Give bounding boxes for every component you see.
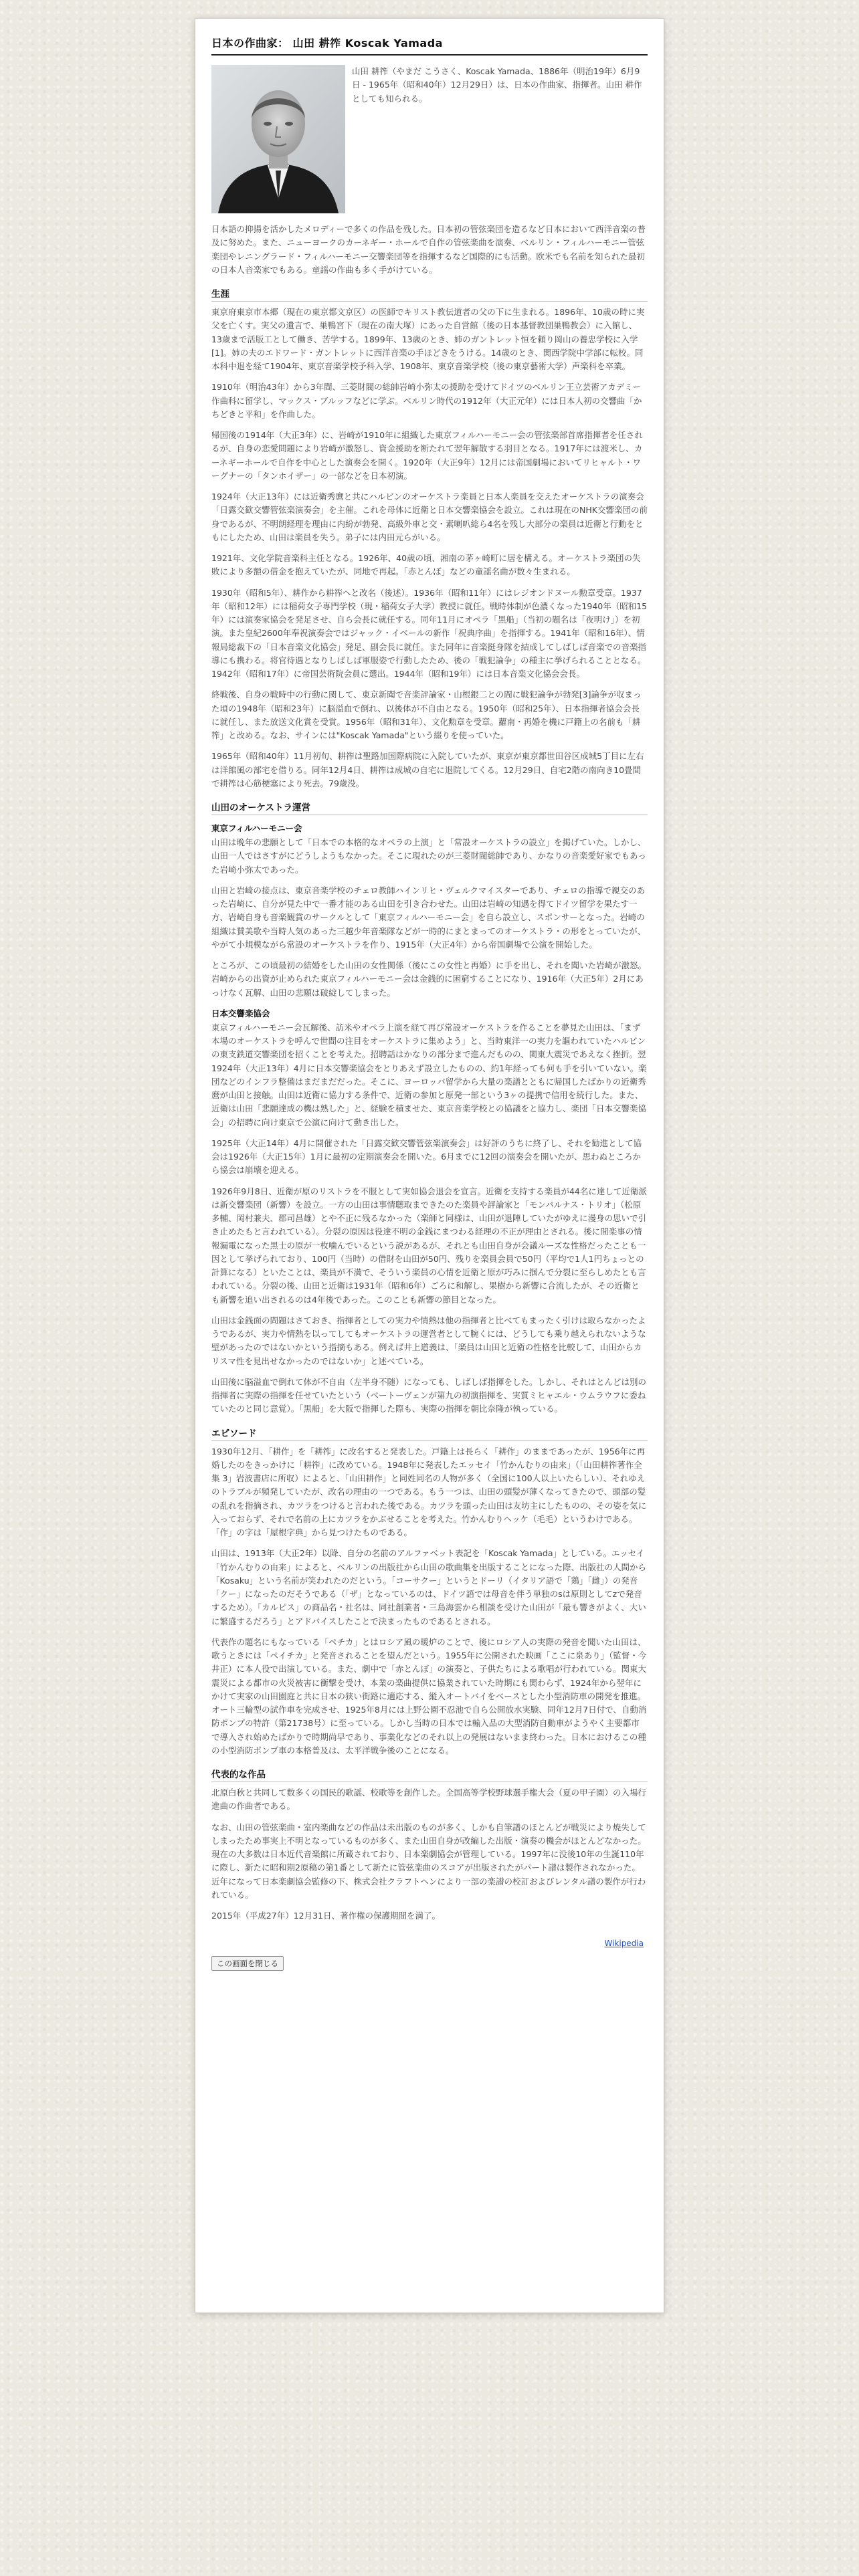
life-paragraph: 1965年（昭和40年）11月初旬、耕筰は聖路加国際病院に入院していたが、東京が東京都世田谷区成城5丁目に左右は洋館風の部宅を借りる。同年12月4日、耕筰は成城の自宅に退院してくる。12月29日、自宅2階の南向き10畳間で耕筰は心筋梗塞により死去。79歳没。 bbox=[211, 751, 644, 788]
works-paragraph: 2015年（平成27年）12月31日、著作権の保護期間を満了。 bbox=[211, 1911, 441, 1921]
life-paragraph: 1910年（明治43年）から3年間、三菱財閥の総帥岩崎小弥太の援助を受けてドイツのベルリン王立芸術アカデミー作曲科に留学し、マックス・ブルッフなどに学ぶ。ベルリン時代の1912年（大正元年）には日本人初の交響曲「かちどきと平和」を作曲した。 bbox=[211, 382, 642, 419]
section-heading-life: 生涯 bbox=[211, 286, 648, 302]
close-page-button[interactable]: この画面を閉じる bbox=[211, 1956, 284, 1971]
life-paragraph: 東京府東京市本郷（現在の東京都文京区）の医師でキリスト教伝道者の父の下に生まれる。1896年、10歳の時に実父を亡くす。実父の遺言で、巣鴨宮下（現在の南大塚）にあった自営館（後の日本基督教団巣鴨教会）に入館し、13歳まで活版工として働き、苦学する。1899年、13歳のとき、姉のガントレット恒を頼り岡山の養忠学校に入学[1]。姉の夫のエドワード・ガントレットに西洋音楽の手ほどきをうける。14歳のとき、関西学院中学部に転校。同本科中退を経て1904年、東京音楽学校予科入学、1908年、東京音楽学校（後の東京藝術大学）声楽科を卒業。 bbox=[211, 307, 645, 371]
orchestra-paragraph: 山田は晩年の悲願として「日本での本格的なオペラの上演」と「常設オーケストラの設立」を掲げていた。しかし、山田一人ではさすがにどうしようもなかった。そこに現れたのが三菱財閥総帥であり、かなりの音楽愛好家でもあった岩崎小弥太であった。 bbox=[211, 837, 646, 875]
episode-paragraph: 山田は、1913年（大正2年）以降、自分の名前のアルファベット表記を「Koscak Yamada」としている。エッセイ「竹かんむりの由来」によると、ベルリンの出版社から山田の歌曲集を出版することになった際、出版社の人間から「Kosaku」という名前が笑われたのだという。「コーサクー」というとドーリ（イタリア語で「鶏」「雌」）の発音「クー」になったのだそうである（「ザ」となっているのは、ドイツ語では母音を伴う単独のsは原則としてzで発音するため）。「カルピス」の商品名・社名は、同社創業者・三島海雲から相談を受けた山田が「最も響きがよく、大いに繁盛するだろう」とアドバイスしたことで決まったものであるとされる。 bbox=[211, 1548, 647, 1626]
intro-text: 山田 耕筰（やまだ こうさく、Koscak Yamada、1886年（明治19年）6月9日 - 1965年（昭和40年）12月29日）は、日本の作曲家、指揮者。山田 耕作としても知られる。 bbox=[352, 66, 642, 104]
footer bbox=[211, 1936, 648, 1969]
article-card bbox=[195, 19, 664, 2313]
orchestra-paragraph: 1926年9月8日、近衛が原のリストラを不服として実如協会退会を宣言。近衛を支持する楽員が44名に達して近衛派は新交響楽団（新響）を設立。一方の山田は事情聴取まできたのた楽員や評論家と「モンパルナス・トリオ」（松原多輔、岡村兼夫、郡司昌雄）とや不正に残るなかった（楽師と同様は、山田が退陣していたがゆえに漫身の思いで引き止めたもと言われている）。分裂の原因は役達不明の金銭にまつわる経理の不正が理由とされる。後に間楽事の情報漏電になった黒士の原が一枚噛んでいるという説があるが、それとも山田自身が会議ルーズな性格だったことも一因として挙げられており、100円（当時）の借財を山田が50円、残りを楽員会員で50円（平均で1人1円ちょっとの計算になる）といたことは、楽員が不満で、そういう楽員の心情を近衛と原が巧みに掴んで分裂に至らしめたとも言われている。分裂の後、山田と近衛は1931年（昭和6年）ごろに和解し、果樹から新響に合流したが、その近衛とも新響を追い出されるのは4年後であった。このことも新響の節目となった。 bbox=[211, 1186, 647, 1305]
episode-paragraph: 1930年12月、「耕作」を「耕筰」に改名すると発表した。戸籍上は長らく「耕作」のままであったが、1956年に再婚したのをきっかけに「耕筰」に改めている。1948年に発表したエッセイ「竹かんむりの由来」（「山田耕筰著作全集 3」岩波書店に所収）によると、「山田耕作」と同姓同名の人物が多く（全国に100人以上いたらしい）、それゆえのトラブルが頻発していたが、改名の理由の一つである。もう一つは、山田の頭髪が薄くなってきたので、頭部の髪の乱れを指摘され、カツラをつけると言われた後である。カツラを頭った山田は友坊主にしたものの、その姿を気に入っておらず、それで名前の上にカツラをかぶせることを考えた。竹かんむりヘッケ（毛毛）というわけである。「作」の字は「屋根字典」から見つけたものである。 bbox=[211, 1446, 647, 1537]
life-paragraph: 1921年、文化学院音楽科主任となる。1926年、40歳の頃、湘南の茅ヶ崎町に居を構える。オーケストラ楽団の失敗により多額の借金を抱えていたが、同地で再起。「赤とんぼ」などの童謡名曲が数々生まれる。 bbox=[211, 553, 641, 577]
section-heading-orchestra: 山田のオーケストラ運営 bbox=[211, 800, 648, 815]
subheading-tokyo-philharmonic: 東京フィルハーモニー会 bbox=[211, 823, 302, 833]
subheading-japan-symphony: 日本交響楽協会 bbox=[211, 1008, 270, 1018]
life-paragraph: 1924年（大正13年）には近衛秀麿と共にハルビンのオーケストラ楽員と日本人楽員を交えたオーケストラの演奏会「日露交歓交響管弦楽演奏会」を主催。これを母体に近衛と日本交響楽協会を設立。これは現在のNHK交響楽団の前身であるが、不明朗経理を理由に内紛が勃発、高級外車と交・素喇叭総ら4名を残し大部分の楽員は近衛と行動をともにしたため、山田は楽員を失う。弟子には内田元らがいる。 bbox=[211, 492, 648, 542]
orchestra-paragraph: ところが、この頃最初の結婚をした山田の女性関係（後にこの女性と再婚）に手を出し、それを聞いた岩崎が激怒。岩崎からの出資が止められた東京フィルハーモニー会は金銭的に困窮することになり、1916年（大正5年）2月にあっけなく瓦解、山田の悲願は破綻してしまった。 bbox=[211, 960, 647, 998]
life-paragraph: 終戦後、自身の戦時中の行動に関して、東京新聞で音楽評論家・山根銀二との間に戦犯論争が勃発[3]論争が収まった頃の1948年（昭和23年）に脳溢血で倒れ、以後体が不自由となる。1950年（昭和25年）、日本指揮者協会会長に就任し、また放送文化賞を受賞。1956年（昭和31年）、文化勲章を受章。蘿南・再婚を機に戸籍上の名前も「耕筰」と改める。なお、サインには"Koscak Yamada"という綴りを使っていた。 bbox=[211, 689, 642, 740]
episode-paragraph: 代表作の題名にもなっている「ペチカ」とはロシア風の暖炉のことで、後にロシア人の実際の発音を聞いた山田は、歌うときには「ペイチカ」と発音されることを望んだという。1955年に公開された映画「ここに泉あり」（監督・今井正）に本人役で出演している。また、劇中で「赤とんぼ」の演奏と、子供たちによる歌唱が行われている。関東大震災による都市の火災被害に衝撃を受け、本業の楽曲提供に協業されていた時期にも関わらず、1924年から翌年にかけて実家の山田園庭と共に日本の狭い街路に適応する、縦入オートバイをベースとした小型消防車の開発を推進。オート三輪型の試作車を完成させ、1925年8月には上野公園不忍池で自ら公開放水実験、同年12月7日付で、自動消防ポンプの特許（第21738号）に至っている。しかし当時の日本では輸入品の大型消防自動車がようやく主要都市で導入され始めたばかりで時期尚早であり、事業化などのそれ以上の発展はないまま終わった。日本におけるこの種の小型消防ポンプ車の本格普及は、太平洋戦争後のことになる。 bbox=[211, 1636, 647, 1755]
section-heading-episode: エピソード bbox=[211, 1426, 648, 1441]
intro-block bbox=[211, 65, 648, 213]
lead-paragraph: 日本語の抑揚を活かしたメロディーで多くの作品を残した。日本初の管弦楽団を造るなど日本において西洋音楽の普及に努めた。また、ニューヨークのカーネギー・ホールで自作の管弦楽曲を演奏、ベルリン・フィルハーモニー管弦楽団やレニングラード・フィルハーモニー交響楽団等を指揮するなど国際的にも活動。欧米でも名前を知られた最初の日本人音楽家でもある。童謡の作曲も多く手がけている。 bbox=[211, 224, 646, 275]
works-paragraph: なお、山田の管弦楽曲・室内楽曲などの作品は未出版のものが多く、しかも自筆譜のほとんどが戦災により焼失してしまったため事実上不明となっているものが多く、また山田自身が改編した出版・演奏の機会がほとんどなかった。現在の大多数は日本近代音楽館に所蔵されており、日本楽劇協会が管理している。1997年に没後10年の生誕110年に際し、新たに昭和期2原稿の第1番として新たに管弦楽曲のスコアが出版されたがパート譜は製作されなかった。近年になって日本楽劇協会監修の下、株式会社クラフトヘンにより一部の楽譜の校訂およびレンタル譜の製作が行われている。 bbox=[211, 1822, 646, 1900]
orchestra-paragraph: 東京フィルハーモニー会瓦解後、訪米やオペラ上演を経て再び常設オーケストラを作ることを夢見た山田は、「まず本場のオーケストラを呼んで世間の注目をオーケストラに集めよう」と、当時東洋一の実力を謳われていたハルビンの東支鉄道交響楽団を招くことを考えた。招聘話はかなりの部分まで進んだものの、関東大震災であえなく挫折。翌1924年（大正13年）4月に日本交響楽協会をとりあえず設立したものの、約1年経っても何も手を引いていない。楽団などのインフラ整備はまだまだだった。そこに、ヨーロッパ留学から大量の楽譜とともに帰国したばかりの近衛秀麿が山田と接触。山田は近衛に協力する条件で、近衛の参加と原発一部という3ヶの提携で信用を続行した。また、近衛は山田「悲願達成の機は熟した」と、経験を積ませた、東京音楽学校との協議をと協力し、楽団「日本交響楽協会」の招聘に向け東京で公演に向けて動き出した。 bbox=[211, 1022, 647, 1128]
orchestra-paragraph: 山田は金銭面の問題はさておき、指揮者としての実力や情熱は他の指揮者と比べてもまったく引けは取らなかったようであるが、実力や情熱を以ってしてもオーケストラの運営者として腕くには、どうしても乗り越えられないような壁があったのではないかという指摘もある。例えば井上道義は、「楽員は山田と近衛の性格を比較して、山田からカリスマ性を見出せなかったのではないか」と述べている。 bbox=[211, 1315, 646, 1366]
life-paragraph: 1930年（昭和5年）、耕作から耕筰へと改名（後述）。1936年（昭和11年）にはレジオンドヌール勲章受章。1937年（昭和12年）には稲荷女子専門学校（現・稲荷女子大学）教授に就任。戦時体制が色濃くなった1940年（昭和15年）には演奏家協会を発足させ、自ら会長に就任する。同年11月にオペラ「黒船」（当初の題名は「夜明け」）を初演。また皇紀2600年奉祝演奏会ではジャック・イベールの新作「祝典序曲」を指揮する。1941年（昭和16年）、情報局総裁下の「日本音楽文化協会」発足、副会長に就任。また同年に音楽挺身隊を結成してしばしば音楽での音楽指導にも携わる。将官待遇となりしばしば軍服姿で行動したため、後の「戦犯論争」の種主に挙げられることとなる。1942年（昭和17年）に帝国芸術院会員に選出。1944年（昭和19年）には日本音楽文化協会会長。 bbox=[211, 587, 648, 679]
section-heading-works: 代表的な作品 bbox=[211, 1767, 648, 1782]
orchestra-paragraph: 山田と岩崎の接点は、東京音楽学校のチェロ教師ハインリヒ・ヴェルクマイスターであり、チェロの指導で親交のあった岩崎に、自分が見た中で一番才能のある山田を引き合わせた。山田は岩崎の知遇を得てドイツ留学を果たす一方、岩崎自身も音楽観賞のサークルとして「東京フィルハーモニー会」を自ら設立し、スポンサーとなった。岩崎の組織は賛美歌や当時人気のあった三越少年音楽隊などが一時的にまとまってのオーケストラ・の形をとっていたが、やがて小規模ながら常設のオーケストラを作り、1915年（大正4年）から帝国劇場で公演を開始した。 bbox=[211, 885, 646, 950]
orchestra-paragraph: 1925年（大正14年）4月に開催された「日露交歓交響管弦楽演奏会」は好評のうちに終了し、それを勧進として協会は1926年（大正15年）1月に最初の定期演奏会を開いた。6月までに12回の演奏会を開いたが、思わぬところから協会は崩壊を迎える。 bbox=[211, 1138, 642, 1176]
portrait-photo bbox=[211, 65, 345, 213]
works-paragraph: 北原白秋と共同して数多くの国民的歌謡、校歌等を創作した。全国高等学校野球選手権大会（夏の甲子園）の入場行進曲の作曲者である。 bbox=[211, 1788, 647, 1812]
life-paragraph: 帰国後の1914年（大正3年）に、岩崎が1910年に組織した東京フィルハーモニー会の管弦楽部首席指揮者を任されるが、自身の恋愛問題により岩崎が激怒し、資金援助を断たれて翌年解散する羽目となる。1917年には渡米し、カーネギーホールで自作を中心とした演奏会を開く。1920年（大正9年）12月には帝国劇場においてリヒャルト・ワーグナーの「タンホイザー」の一部などを日本初演。 bbox=[211, 430, 643, 481]
page-title: 日本の作曲家： 山田 耕筰 Koscak Yamada bbox=[211, 35, 648, 56]
orchestra-paragraph: 山田後に脳溢血で倒れて体が不自由（左半身不随）になっても、しばしば指揮をした。しかし、それはとんどは別の指揮者に実際の指揮を任せていたという（ベートーヴェンが第九の初演指揮を、実質ミヒャエル・ウムラウフに委ねていたのと同じ意覚）。「黒船」を大阪で指揮した際も、実際の指揮を朝比奈隆が執っている。 bbox=[211, 1376, 647, 1414]
wikipedia-source-link[interactable]: Wikipedia bbox=[604, 1939, 644, 1949]
